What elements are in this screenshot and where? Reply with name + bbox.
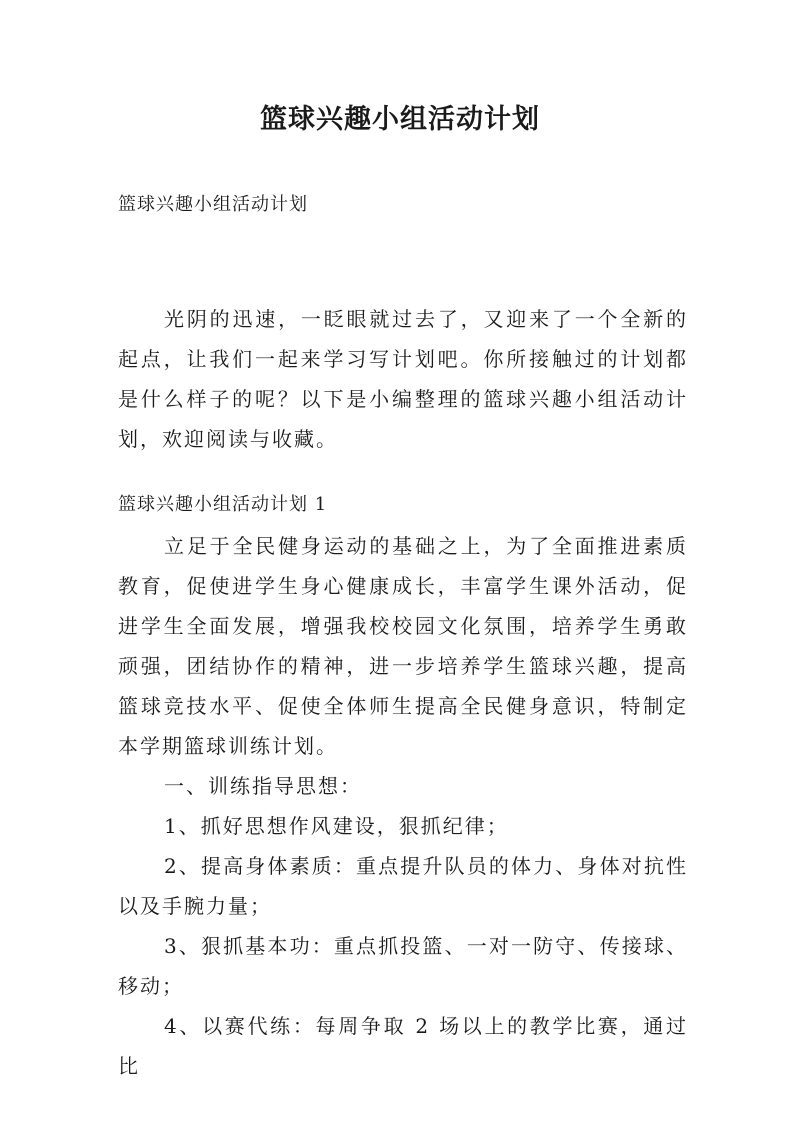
intro-section (118, 299, 688, 459)
list-item: 1、抓好思想作风建设，狠抓纪律； (164, 814, 509, 838)
list-item: 3、狠抓基本功：重点抓投篮、一对一防守、传接球、移动； (118, 934, 688, 998)
list-item: 2、提高身体素质：重点提升队员的体力、身体对抗性以及手腕力量； (118, 854, 688, 918)
section-heading: 篮球兴趣小组活动计划 1 (118, 494, 328, 515)
section-intro-paragraph: 立足于全民健身运动的基础之上，为了全面推进素质教育，促使进学生身心健康成长，丰富学生课外活动，促进学生全面发展，增强我校校园文化氛围，培养学生勇敢顽强，团结协作的精神，进一步培养学生篮球兴趣，提高篮球竞技水平、促使全体师生提高全民健身意识，特制定本学期篮球训练计划。 (118, 534, 688, 758)
document-subtitle: 篮球兴趣小组活动计划 (118, 194, 308, 215)
list-item: 一、训练指导思想： (164, 774, 362, 798)
intro-paragraph: 光阴的迅速，一眨眼就过去了，又迎来了一个全新的起点，让我们一起来学习写计划吧。你所接触过的计划都是什么样子的呢？以下是小编整理的篮球兴趣小组活动计划，欢迎阅读与收藏。 (118, 307, 688, 451)
document-title: 篮球兴趣小组活动计划 (260, 104, 540, 135)
section-body (118, 526, 688, 1086)
list-item: 4、以赛代练：每周争取 2 场以上的教学比赛，通过比 (118, 1014, 688, 1078)
